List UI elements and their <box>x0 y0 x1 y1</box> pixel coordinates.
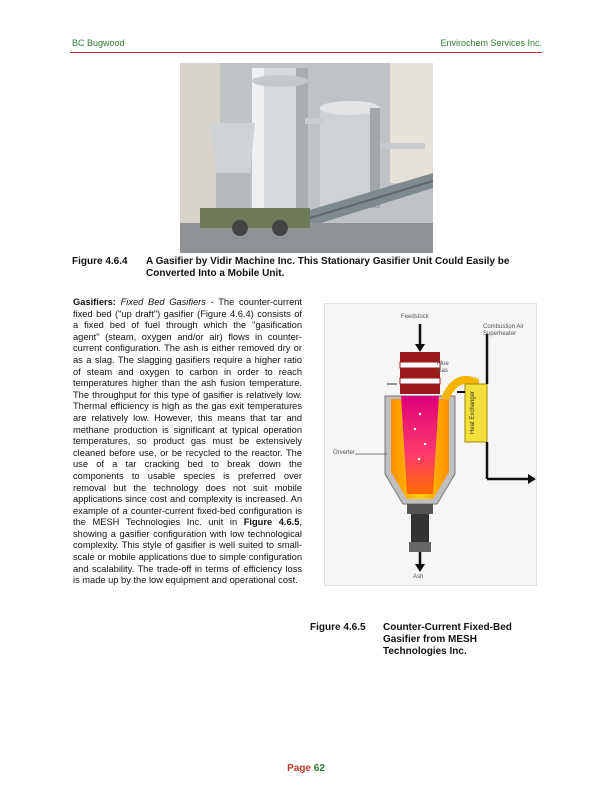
term-gasifiers: Gasifiers: <box>73 297 116 307</box>
figure-number: Figure 4.6.4 <box>72 256 128 267</box>
label-feedstock: Feedstock <box>401 314 429 320</box>
label-flue: Flue <box>437 361 449 367</box>
header-right: Envirochem Services Inc. <box>440 38 542 48</box>
label-combustion-air: Combustion Air <box>483 324 524 330</box>
gasifier-diagram <box>324 303 537 586</box>
header-left: BC Bugwood <box>72 38 125 48</box>
figure-reference: Figure 4.6.5 <box>243 517 300 528</box>
gasifier-photo <box>180 63 433 253</box>
label-orverter: Orverter <box>333 450 356 456</box>
label-gas: Gas <box>437 368 449 374</box>
subterm-fixed-bed: Fixed Bed Gasifiers <box>120 297 206 307</box>
label-ash: Ash <box>413 574 424 580</box>
page-number-value: 62 <box>313 763 325 774</box>
figure-number: Figure 4.6.5 <box>310 622 366 633</box>
header-divider <box>70 52 542 53</box>
body-text-part-1: - The counter-current fixed bed ("up draft") gasifier (Figure 4.6.4) consists of a fixed bed of fuel through which the "gasification agent" (steam, oxygen and/or air) flows in counter-current configuration. The ash is either removed dry or as a slag. The slagging gasifiers require a higher ratio of steam and oxygen to carbon in order to reach temperatures higher than the ash fusion temperature. The throughput for this type of gasifier is relatively low. Thermal efficiency is high as the gas exit temperatures are relatively low. However, this means that tar and methane production is significant at typical operation temperatures, so product gas must be extensively cleaned before use, or be recycled to the reactor. The use of a tar cracking bed to break down the components to usable species is preferred over removal but the technology does not suit mobile applications since cost and complexity is increased. An example of a counter-current fixed-bed configuration is the MESH Technologies Inc. unit in <box>73 297 302 528</box>
figure-caption-text: A Gasifier by Vidir Machine Inc. This Stationary Gasifier Unit Could Easily be Converted Into a Mobile Unit. <box>146 256 510 279</box>
figure-caption-text: Counter-Current Fixed-Bed Gasifier from MESH Technologies Inc. <box>383 622 512 657</box>
body-text-part-2: , showing a gasifier configuration with low technological complexity. This style of gasifier is well suited to small-scale or mobile applications due to simple configuration and scalability. The trade-off in terms of efficiency loss is made up by the low equipment and operational cost. <box>73 517 303 586</box>
label-heat-exchanger: Heat Exchanger <box>470 390 476 434</box>
page-number <box>0 763 612 774</box>
label-superheater: Superheater <box>483 331 517 337</box>
body-paragraph <box>73 297 302 587</box>
page-label: Page <box>287 763 311 774</box>
